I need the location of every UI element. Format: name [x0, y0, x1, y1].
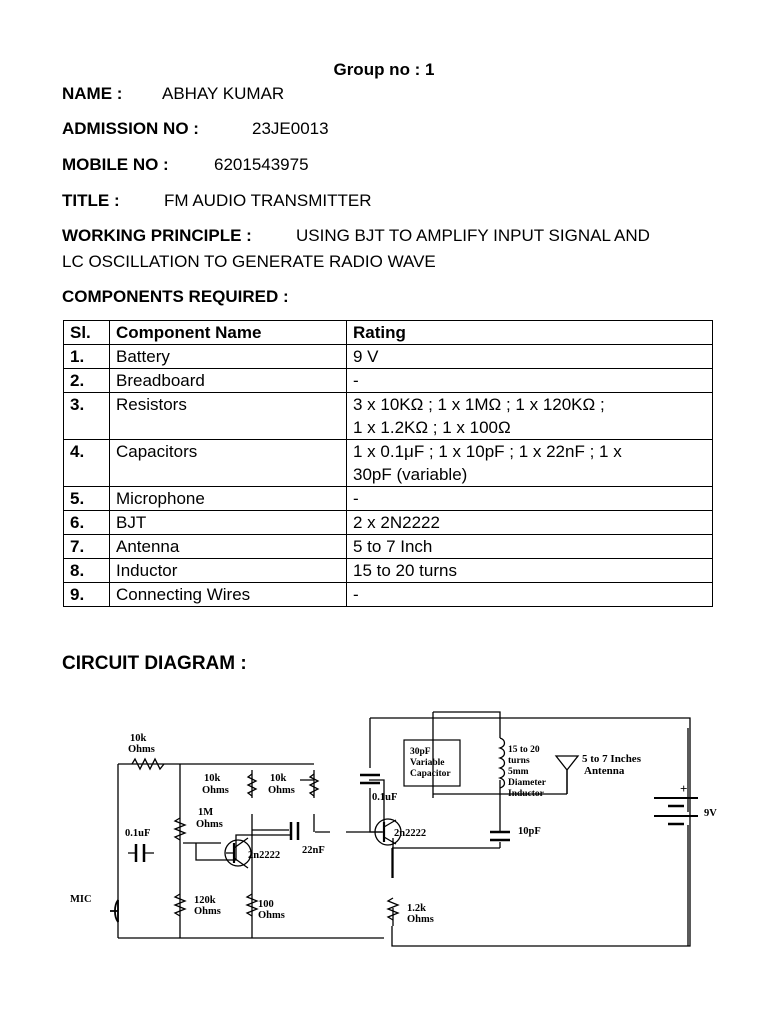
cell-rating — [347, 369, 713, 393]
table-row — [64, 487, 713, 511]
cell-rating — [347, 487, 713, 511]
battery-icon — [654, 798, 698, 824]
label-q1: 2n2222 — [248, 850, 281, 861]
label-ind-5: Inductor — [508, 789, 544, 799]
table-row — [64, 583, 713, 607]
cell-rating — [347, 393, 713, 440]
table-row — [64, 559, 713, 583]
label-ant-2: Antenna — [584, 765, 625, 777]
admission-label: ADMISSION NO : — [62, 119, 199, 138]
rating-line: 5 to 7 Inch — [353, 537, 433, 556]
label-r-100: 100 — [258, 899, 274, 910]
label-varcap-1: 30pF — [410, 747, 431, 757]
table-row — [64, 535, 713, 559]
microphone-icon — [110, 900, 118, 922]
cell-component-name: Inductor — [110, 559, 347, 583]
admission-field — [62, 119, 329, 139]
working-principle-field — [62, 226, 650, 246]
name-field — [62, 84, 285, 104]
cell-rating — [347, 440, 713, 487]
table-row — [64, 345, 713, 369]
mobile-label: MOBILE NO : — [62, 155, 169, 174]
cell-rating — [347, 583, 713, 607]
table-row — [64, 369, 713, 393]
cell-sl: 4. — [64, 440, 110, 487]
working-principle-line2: LC OSCILLATION TO GENERATE RADIO WAVE — [62, 252, 436, 271]
working-principle-line1: USING BJT TO AMPLIFY INPUT SIGNAL AND — [296, 226, 650, 245]
group-number: Group no : 1 — [333, 60, 435, 79]
label-r-12k-unit: Ohms — [407, 914, 434, 925]
header-component-name: Component Name — [110, 321, 347, 345]
rating-line: 30pF (variable) — [353, 465, 468, 484]
header-sl: Sl. — [64, 321, 110, 345]
label-ind-3: 5mm — [508, 767, 529, 777]
cell-rating — [347, 535, 713, 559]
label-r-10k-b-unit: Ohms — [268, 785, 295, 796]
antenna-icon — [556, 756, 578, 794]
label-ind-1: 15 to 20 — [508, 745, 540, 755]
label-bat-plus: + — [680, 781, 688, 796]
label-r-10k-a: 10k — [204, 773, 221, 784]
name-label: NAME : — [62, 84, 123, 103]
mobile-value: 6201543975 — [214, 155, 309, 174]
cell-component-name: Connecting Wires — [110, 583, 347, 607]
cell-component-name: Microphone — [110, 487, 347, 511]
cell-sl: 9. — [64, 583, 110, 607]
label-c-10p: 10pF — [518, 826, 541, 837]
cell-rating — [347, 345, 713, 369]
cell-sl: 1. — [64, 345, 110, 369]
cell-sl: 5. — [64, 487, 110, 511]
cell-rating — [347, 559, 713, 583]
cell-sl: 8. — [64, 559, 110, 583]
cell-component-name: BJT — [110, 511, 347, 535]
label-r-10k-in-unit: Ohms — [128, 744, 155, 755]
working-principle-label: WORKING PRINCIPLE : — [62, 226, 252, 245]
rating-line: 1 x 1.2KΩ ; 1 x 100Ω — [353, 418, 511, 437]
cell-sl: 7. — [64, 535, 110, 559]
cell-sl: 3. — [64, 393, 110, 440]
label-r-1m-unit: Ohms — [196, 819, 223, 830]
name-value: ABHAY KUMAR — [162, 84, 285, 103]
rating-line: - — [353, 371, 359, 390]
label-varcap-3: Capacitor — [410, 769, 451, 779]
label-varcap-2: Variable — [410, 758, 445, 768]
cell-rating — [347, 511, 713, 535]
label-c-top: 0.1uF — [372, 792, 398, 803]
title-field — [62, 191, 372, 211]
label-r-120k-unit: Ohms — [194, 906, 221, 917]
capacitor-0-1uf-input — [128, 844, 154, 862]
components-table — [63, 320, 713, 607]
rating-line: 1 x 0.1μF ; 1 x 10pF ; 1 x 22nF ; 1 x — [353, 442, 622, 461]
label-r-100-unit: Ohms — [258, 910, 285, 921]
cell-sl: 2. — [64, 369, 110, 393]
cell-component-name: Resistors — [110, 393, 347, 440]
cell-component-name: Antenna — [110, 535, 347, 559]
inductor-coil — [500, 738, 505, 788]
cell-sl: 6. — [64, 511, 110, 535]
header-rating: Rating — [347, 321, 713, 345]
capacitor-22nf — [291, 822, 298, 840]
rating-line: 2 x 2N2222 — [353, 513, 440, 532]
label-ind-2: turns — [508, 756, 530, 766]
table-row — [64, 511, 713, 535]
label-ind-4: Diameter — [508, 778, 546, 788]
label-c-in: 0.1uF — [125, 828, 151, 839]
table-row — [64, 393, 713, 440]
components-title: COMPONENTS REQUIRED : — [62, 287, 289, 306]
title-value: FM AUDIO TRANSMITTER — [164, 191, 372, 210]
admission-value: 23JE0013 — [252, 119, 329, 138]
label-r-10k-b: 10k — [270, 773, 287, 784]
capacitor-10pf — [490, 832, 510, 840]
capacitor-0-1uf-top — [360, 775, 380, 783]
label-bat-v: 9V — [704, 808, 717, 819]
label-mic: MIC — [70, 894, 92, 905]
rating-line: 9 V — [353, 347, 379, 366]
cell-component-name: Capacitors — [110, 440, 347, 487]
label-r-1m: 1M — [198, 807, 214, 818]
cell-component-name: Battery — [110, 345, 347, 369]
table-header-row — [64, 321, 713, 345]
label-r-10k-a-unit: Ohms — [202, 785, 229, 796]
circuit-diagram — [66, 698, 746, 970]
title-label: TITLE : — [62, 191, 120, 210]
circuit-title: CIRCUIT DIAGRAM : — [62, 653, 247, 674]
rating-line: - — [353, 585, 359, 604]
label-c-22n: 22nF — [302, 845, 325, 856]
rating-line: - — [353, 489, 359, 508]
label-r-10k-in: 10k — [130, 733, 147, 744]
cell-component-name: Breadboard — [110, 369, 347, 393]
rating-line: 15 to 20 turns — [353, 561, 457, 580]
label-r-120k: 120k — [194, 895, 216, 906]
label-r-12k: 1.2k — [407, 903, 426, 914]
table-row — [64, 440, 713, 487]
rating-line: 3 x 10KΩ ; 1 x 1MΩ ; 1 x 120KΩ ; — [353, 395, 605, 414]
label-ant-1: 5 to 7 Inches — [582, 753, 641, 765]
label-q2: 2n2222 — [394, 828, 427, 839]
mobile-field — [62, 155, 309, 175]
